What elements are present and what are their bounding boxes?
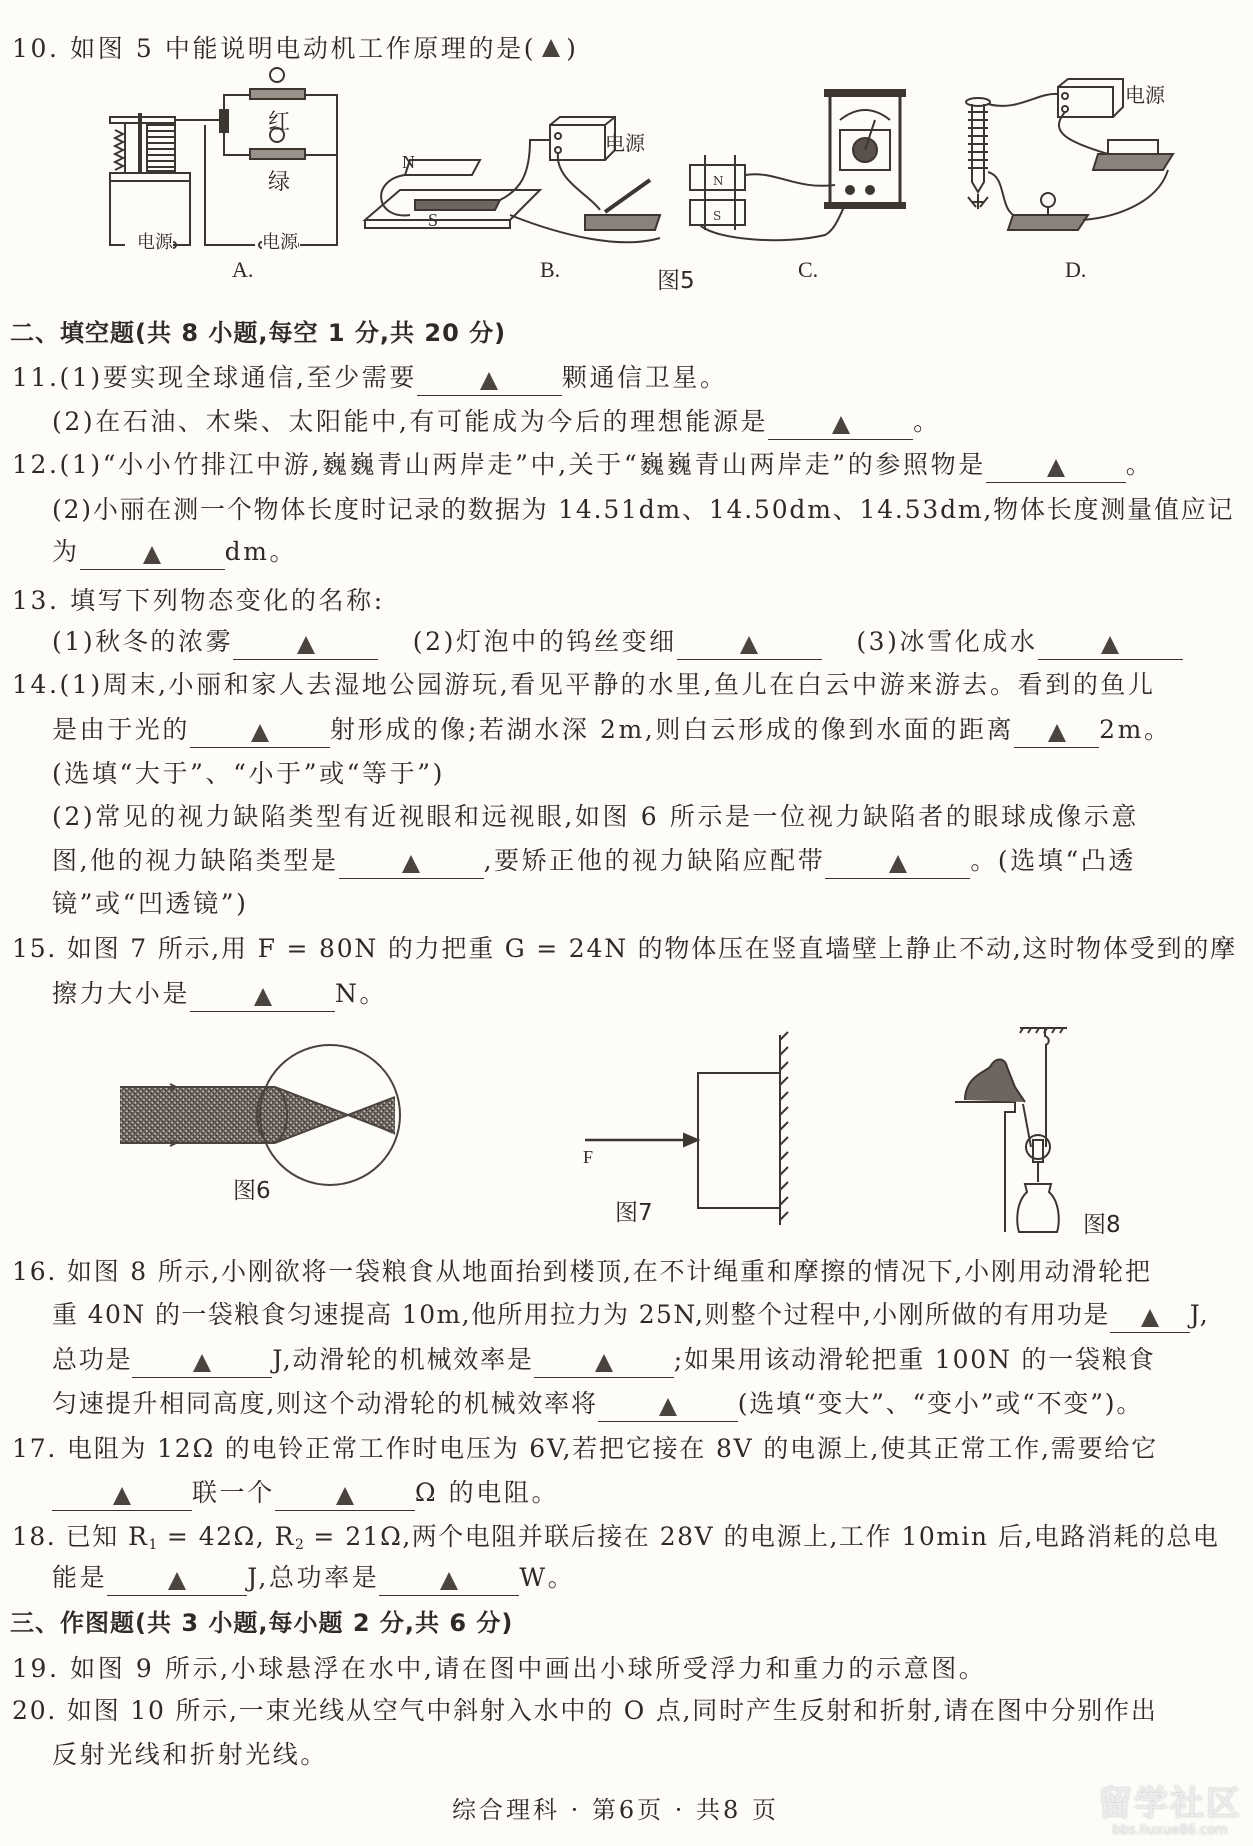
answer-blank-marker-icon: [889, 855, 907, 873]
answer-blank[interactable]: [80, 543, 225, 570]
q10-end: ): [566, 34, 579, 63]
q16-line2: [52, 1300, 1209, 1333]
q14-part1: 14.(1)周末,小丽和家人去湿地公园游玩,看见平静的水里,鱼儿在白云中游来游去。看到的鱼儿: [12, 670, 1156, 699]
q16-p3-text: 总功是: [52, 1345, 133, 1374]
answer-blank[interactable]: [677, 633, 822, 660]
q11-part1: [12, 363, 728, 396]
q18-p2-tail: W。: [519, 1563, 576, 1592]
answer-blank[interactable]: [275, 1484, 415, 1511]
q14-hint: (选填“大于”、“小于”或“等于”): [52, 759, 445, 788]
q15-text: 擦力大小是: [52, 979, 191, 1008]
answer-blank[interactable]: [190, 985, 335, 1012]
option-b-label: B.: [540, 257, 561, 282]
q18-p2-text: 能是: [52, 1563, 108, 1592]
svg-text:S: S: [713, 209, 722, 223]
q14-part2-line2: [52, 846, 1136, 879]
answer-blank[interactable]: [534, 1351, 674, 1378]
watermark-url: bbs.liuxue86.com: [1112, 1823, 1228, 1838]
fig5b-n-label: N: [402, 152, 415, 172]
answer-blank-marker-icon: [1047, 459, 1065, 477]
q18-stem: [12, 1522, 1219, 1552]
q10-stem: [12, 34, 578, 64]
svg-text:N: N: [713, 174, 724, 188]
answer-blank[interactable]: [825, 852, 970, 879]
answer-blank[interactable]: [1038, 633, 1183, 660]
q17-p2-tail: Ω 的电阻。: [414, 1478, 560, 1507]
answer-blank-marker-icon: [832, 416, 850, 434]
watermark-title: 留学社区: [1098, 1784, 1242, 1824]
page-footer: 综合理科 · 第6页 · 共8 页: [452, 1796, 779, 1824]
fig5a-power2-label: 电源: [262, 232, 298, 252]
q18-text-2: = 42Ω, R: [157, 1522, 296, 1551]
fig5a-red-label: 红: [268, 109, 291, 134]
q14-text-2: 射形成的像;若湖水深 2m,则白云形成的像到水面的距离: [330, 715, 1015, 744]
answer-blank-marker-icon: [143, 546, 161, 564]
q14-text: 是由于光的: [52, 715, 191, 744]
watermark: [1095, 1785, 1245, 1839]
q14-p5-text-3: 。(选填“凸透: [970, 846, 1137, 875]
q12-part3: [52, 537, 297, 570]
q12-p2-text: (2)小丽在测一个物体长度时记录的数据为 14.51dm、14.50dm、14.53dm,物体长度测量值应记: [52, 495, 1235, 524]
q16-p3-text-3: ;如果用该动滑轮把重 100N 的一袋粮食: [673, 1345, 1156, 1374]
q18-text: 18. 已知 R: [12, 1522, 149, 1551]
q10-text: 10. 如图 5 中能说明电动机工作原理的是(: [12, 34, 537, 63]
option-c-label: C.: [798, 257, 819, 282]
answer-blank[interactable]: [339, 852, 484, 879]
q12-p1-tail: 。: [1125, 450, 1154, 479]
q16-p2-tail: J,: [1189, 1300, 1210, 1329]
q15-line2: [52, 979, 387, 1012]
q16-p4-text: 匀速提升相同高度,则这个动滑轮的机械效率将: [52, 1389, 598, 1418]
q20-stem: 20. 如图 10 所示,一束光线从空气中斜射入水中的 O 点,同时产生反射和折射,请在图中分别作出: [12, 1696, 1158, 1725]
fig8-caption: 图8: [1083, 1212, 1121, 1238]
q18-sub1: 1: [148, 1537, 158, 1553]
answer-blank-marker-icon: [1048, 724, 1066, 742]
answer-blank-marker-icon: [595, 1354, 613, 1372]
answer-blank[interactable]: [1110, 1306, 1190, 1333]
answer-blank-marker-icon: [659, 1398, 677, 1416]
fig6-eye-diagram-icon: [110, 1035, 420, 1195]
answer-blank[interactable]: [598, 1395, 738, 1422]
q12-p3-tail: dm。: [224, 537, 298, 566]
answer-blank[interactable]: [417, 369, 562, 396]
answer-blank-marker-icon: [336, 1487, 354, 1505]
answer-blank-marker-icon: [480, 372, 498, 390]
q11-p1-text: 11.(1)要实现全球通信,至少需要: [12, 363, 417, 392]
q16-line4: [52, 1389, 1143, 1422]
q18-p2-text-2: J,总功率是: [247, 1563, 380, 1592]
answer-blank-marker-icon: [542, 39, 560, 57]
q18-text-3: = 21Ω,两个电阻并联后接在 28V 的电源上,工作 10min 后,电路消耗的总电: [303, 1522, 1220, 1551]
fig8-pulley-diagram-icon: [945, 1022, 1085, 1242]
answer-blank-marker-icon: [113, 1487, 131, 1505]
q12-p1-text: 12.(1)“小小竹排江中游,巍巍青山两岸走”中,关于“巍巍青山两岸走”的参照物是: [12, 450, 986, 479]
answer-blank-marker-icon: [168, 1572, 186, 1590]
q18-line2: [52, 1563, 575, 1596]
fig7-caption: 图7: [615, 1200, 653, 1226]
fig7-block-wall-diagram-icon: [580, 1030, 800, 1230]
q16-p2-text: 重 40N 的一袋粮食匀速提高 10m,他所用拉力为 25N,则整个过程中,小刚所做的有用功是: [52, 1300, 1110, 1329]
q16-stem: 16. 如图 8 所示,小刚欲将一袋粮食从地面抬到楼顶,在不计绳重和摩擦的情况下,小刚用动滑轮把: [12, 1257, 1152, 1286]
answer-blank-marker-icon: [251, 724, 269, 742]
q13-item-3: (3)冰雪化成水: [856, 627, 1038, 656]
q15-stem: 15. 如图 7 所示,用 F = 80N 的力把重 G = 24N 的物体压在竖直墙壁上静止不动,这时物体受到的摩: [12, 934, 1237, 963]
answer-blank[interactable]: [379, 1569, 519, 1596]
fig5d-power-label: 电源: [1125, 85, 1165, 107]
answer-blank-marker-icon: [193, 1354, 211, 1372]
option-a-label: A.: [232, 257, 254, 282]
q12-p3-text: 为: [52, 537, 80, 566]
q13-item-1: (1)秋冬的浓雾: [52, 627, 234, 656]
answer-blank-marker-icon: [440, 1572, 458, 1590]
q14-part2-line3: 镜”或“凹透镜”): [52, 889, 249, 918]
answer-blank[interactable]: [986, 456, 1126, 483]
q14-text-3: 2m。: [1099, 715, 1172, 744]
answer-blank[interactable]: [1014, 721, 1099, 748]
fig5-diagram-c-galvanometer-icon: [685, 95, 925, 240]
q14-p5-text-2: ,要矫正他的视力缺陷应配带: [483, 846, 826, 875]
answer-blank[interactable]: [768, 413, 913, 440]
q13-item-2: (2)灯泡中的钨丝变细: [412, 627, 677, 656]
q17-line2: [52, 1478, 559, 1511]
answer-blank[interactable]: [132, 1351, 272, 1378]
fig5a-power1-label: 电源: [137, 232, 173, 252]
section2-heading: 二、填空题(共 8 小题,每空 1 分,共 20 分): [10, 319, 507, 347]
q11-p1-tail: 颗通信卫星。: [561, 363, 728, 392]
q11-part2: [52, 407, 941, 440]
q16-p3-text-2: J,动滑轮的机械效率是: [272, 1345, 534, 1374]
fig5-caption: 图5: [657, 268, 695, 294]
answer-blank[interactable]: [107, 1569, 247, 1596]
fig5a-green-label: 绿: [268, 169, 291, 194]
answer-blank-marker-icon: [297, 636, 315, 654]
q17-stem: 17. 电阻为 12Ω 的电铃正常工作时电压为 6V,若把它接在 8V 的电源上,使其正常工作,需要给它: [12, 1434, 1158, 1463]
answer-blank-marker-icon: [1101, 636, 1119, 654]
answer-blank[interactable]: [190, 721, 330, 748]
q13-stem: 13. 填写下列物态变化的名称:: [12, 586, 385, 615]
answer-blank[interactable]: [52, 1484, 192, 1511]
q18-sub2: 2: [295, 1537, 304, 1553]
section3-heading: 三、作图题(共 3 小题,每小题 2 分,共 6 分): [10, 1609, 514, 1637]
q12-part2: [52, 495, 1234, 525]
q17-p2-text: 联一个: [192, 1478, 275, 1507]
option-d-label: D.: [1065, 257, 1087, 282]
fig5b-power-label: 电源: [605, 133, 645, 155]
q14-part1-line2: [52, 715, 1172, 748]
q16-line3: [52, 1345, 1155, 1378]
q11-p2-text: (2)在石油、木柴、太阳能中,有可能成为今后的理想能源是: [52, 407, 769, 436]
q12-part1: [12, 450, 1153, 483]
q16-p4-tail: (选填“变大”、“变小”或“不变”)。: [737, 1389, 1144, 1418]
answer-blank-marker-icon: [1141, 1309, 1159, 1327]
fig5b-s-label: S: [428, 210, 439, 230]
answer-blank-marker-icon: [254, 988, 272, 1006]
answer-blank[interactable]: [233, 633, 378, 660]
answer-blank-marker-icon: [402, 855, 420, 873]
q14-p5-text: 图,他的视力缺陷类型是: [52, 846, 339, 875]
fig7-force-label: F: [583, 1147, 594, 1167]
q14-part2: (2)常见的视力缺陷类型有近视眼和远视眼,如图 6 所示是一位视力缺陷者的眼球成像示意: [52, 802, 1139, 831]
q11-p2-tail: 。: [913, 407, 941, 436]
q15-tail: N。: [335, 979, 388, 1008]
answer-blank-marker-icon: [740, 636, 758, 654]
q19-stem: 19. 如图 9 所示,小球悬浮在水中,请在图中画出小球所受浮力和重力的示意图。: [12, 1654, 987, 1683]
fig6-caption: 图6: [233, 1178, 271, 1204]
q13-items: [52, 627, 1183, 660]
q20-line2: 反射光线和折射光线。: [52, 1740, 329, 1769]
